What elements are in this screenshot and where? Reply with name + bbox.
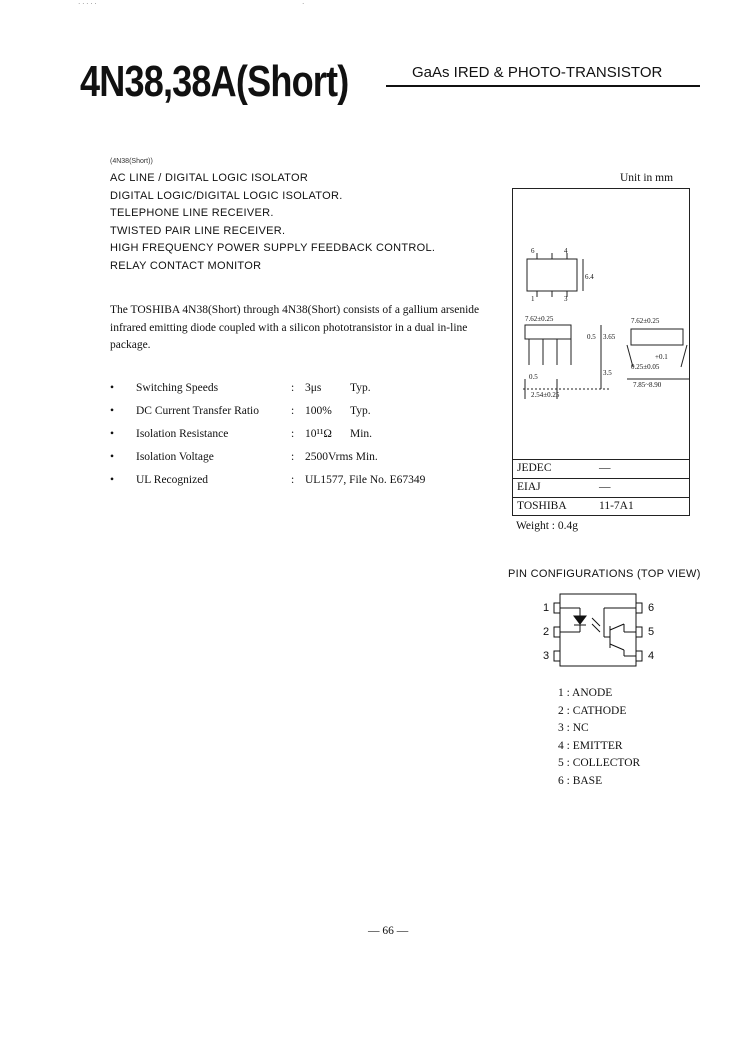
- pin-number: 5: [648, 626, 655, 638]
- pin-config-heading: PIN CONFIGURATIONS (TOP VIEW): [508, 568, 701, 580]
- dim-top-pin: 6: [531, 247, 535, 255]
- application-item: TELEPHONE LINE RECEIVER.: [110, 207, 274, 220]
- bullet: •: [110, 451, 115, 463]
- dim-body-side: 6.4: [585, 273, 594, 281]
- dim-bottom-pin: 3: [564, 295, 568, 303]
- dim-end-angle: +0.1: [655, 353, 668, 361]
- page-number: — 66 —: [368, 925, 409, 937]
- standard-row-jedec: [513, 459, 689, 479]
- standard-key: EIAJ: [517, 481, 541, 493]
- feature-colon: :: [291, 405, 295, 417]
- pin-list-item: 2 : CATHODE: [558, 704, 627, 717]
- pin-list: [558, 685, 640, 791]
- dim-lead-length: 3.5: [603, 369, 612, 377]
- bullet: •: [110, 474, 115, 486]
- feature-condition: Typ.: [350, 405, 371, 417]
- dim-side-lead: 0.5: [587, 333, 596, 341]
- dim-top-pin: 4: [564, 247, 568, 255]
- title-rule: [386, 85, 700, 87]
- applications-tag: (4N38(Short)): [110, 158, 153, 165]
- pin-number: 4: [648, 650, 655, 662]
- dim-side-width: 7.62±0.25: [525, 315, 554, 323]
- standard-value: 11-7A1: [599, 500, 634, 512]
- pin-list-item: 3 : NC: [558, 722, 589, 735]
- pin-number: 1: [543, 602, 550, 614]
- feature-value: 100%: [305, 405, 332, 417]
- dim-lead-min: 0.5: [529, 373, 538, 381]
- standard-key: TOSHIBA: [517, 500, 567, 512]
- feature-row: [110, 405, 510, 421]
- pin-list-item: 4 : EMITTER: [558, 739, 623, 752]
- feature-row: [110, 382, 510, 398]
- application-item: HIGH FREQUENCY POWER SUPPLY FEEDBACK CONTROL.: [110, 242, 436, 255]
- feature-value: 10¹¹Ω: [305, 428, 332, 440]
- feature-row: [110, 428, 510, 444]
- feature-value: 3μs: [305, 382, 322, 394]
- pin-list-item: 1 : ANODE: [558, 687, 613, 699]
- scan-artifact: ·: [302, 0, 305, 8]
- feature-name: UL Recognized: [136, 474, 209, 486]
- application-item: DIGITAL LOGIC/DIGITAL LOGIC ISOLATOR.: [110, 189, 343, 202]
- pin-list-item: 6 : BASE: [558, 774, 603, 787]
- scan-artifact: · · · · ·: [78, 0, 97, 8]
- standard-value: —: [599, 462, 611, 474]
- part-title: 4N38,38A(Short): [80, 57, 349, 106]
- pin-number: 3: [543, 650, 550, 662]
- description: The TOSHIBA 4N38(Short) through 4N38(Short) consists of a gallium arsenide infrared emitting diode coupled with a silicon phototransistor in a dual in-line package.: [110, 304, 480, 351]
- bullet: •: [110, 382, 115, 394]
- dim-end-span: 7.85~8.90: [633, 381, 662, 389]
- application-item: RELAY CONTACT MONITOR: [110, 259, 262, 272]
- pin-list-item: 5 : COLLECTOR: [558, 757, 641, 770]
- dim-end-width: 7.62±0.25: [631, 317, 660, 325]
- package-outline-box: [512, 188, 690, 516]
- device-subtitle: GaAs IRED & PHOTO-TRANSISTOR: [412, 64, 663, 81]
- bullet: •: [110, 405, 115, 417]
- pin-schematic: [540, 590, 660, 674]
- feature-name: Isolation Voltage: [136, 451, 214, 463]
- dim-pitch: 2.54±0.25: [531, 391, 560, 399]
- standard-row-eiaj: [513, 478, 689, 498]
- dim-bottom-pin: 1: [531, 295, 535, 303]
- feature-row: [110, 451, 510, 467]
- pin-number: 2: [543, 626, 550, 638]
- feature-name: DC Current Transfer Ratio: [136, 405, 259, 417]
- feature-value: 2500Vrms Min.: [305, 451, 378, 463]
- unit-label: Unit in mm: [620, 172, 674, 184]
- package-drawing: [513, 189, 689, 457]
- feature-value: UL1577, File No. E67349: [305, 474, 426, 486]
- feature-colon: :: [291, 451, 295, 463]
- standard-row-toshiba: [513, 497, 689, 517]
- feature-colon: :: [291, 428, 295, 440]
- standard-key: JEDEC: [517, 462, 552, 474]
- dim-end-thickness: 0.25±0.05: [631, 363, 660, 371]
- feature-name: Isolation Resistance: [136, 428, 229, 440]
- pin-number: 6: [648, 602, 655, 614]
- pin-config-diagram: [540, 590, 660, 674]
- feature-row: [110, 474, 510, 490]
- standard-value: —: [599, 481, 611, 493]
- feature-colon: :: [291, 474, 295, 486]
- feature-colon: :: [291, 382, 295, 394]
- feature-name: Switching Speeds: [136, 382, 219, 394]
- applications-list: [110, 170, 435, 276]
- application-item: TWISTED PAIR LINE RECEIVER.: [110, 224, 286, 237]
- feature-condition: Min.: [350, 428, 373, 440]
- application-item: AC LINE / DIGITAL LOGIC ISOLATOR: [110, 172, 309, 184]
- dim-side-height: 3.65: [603, 333, 616, 341]
- feature-condition: Typ.: [350, 382, 371, 394]
- bullet: •: [110, 428, 115, 440]
- package-weight: Weight : 0.4g: [516, 520, 578, 532]
